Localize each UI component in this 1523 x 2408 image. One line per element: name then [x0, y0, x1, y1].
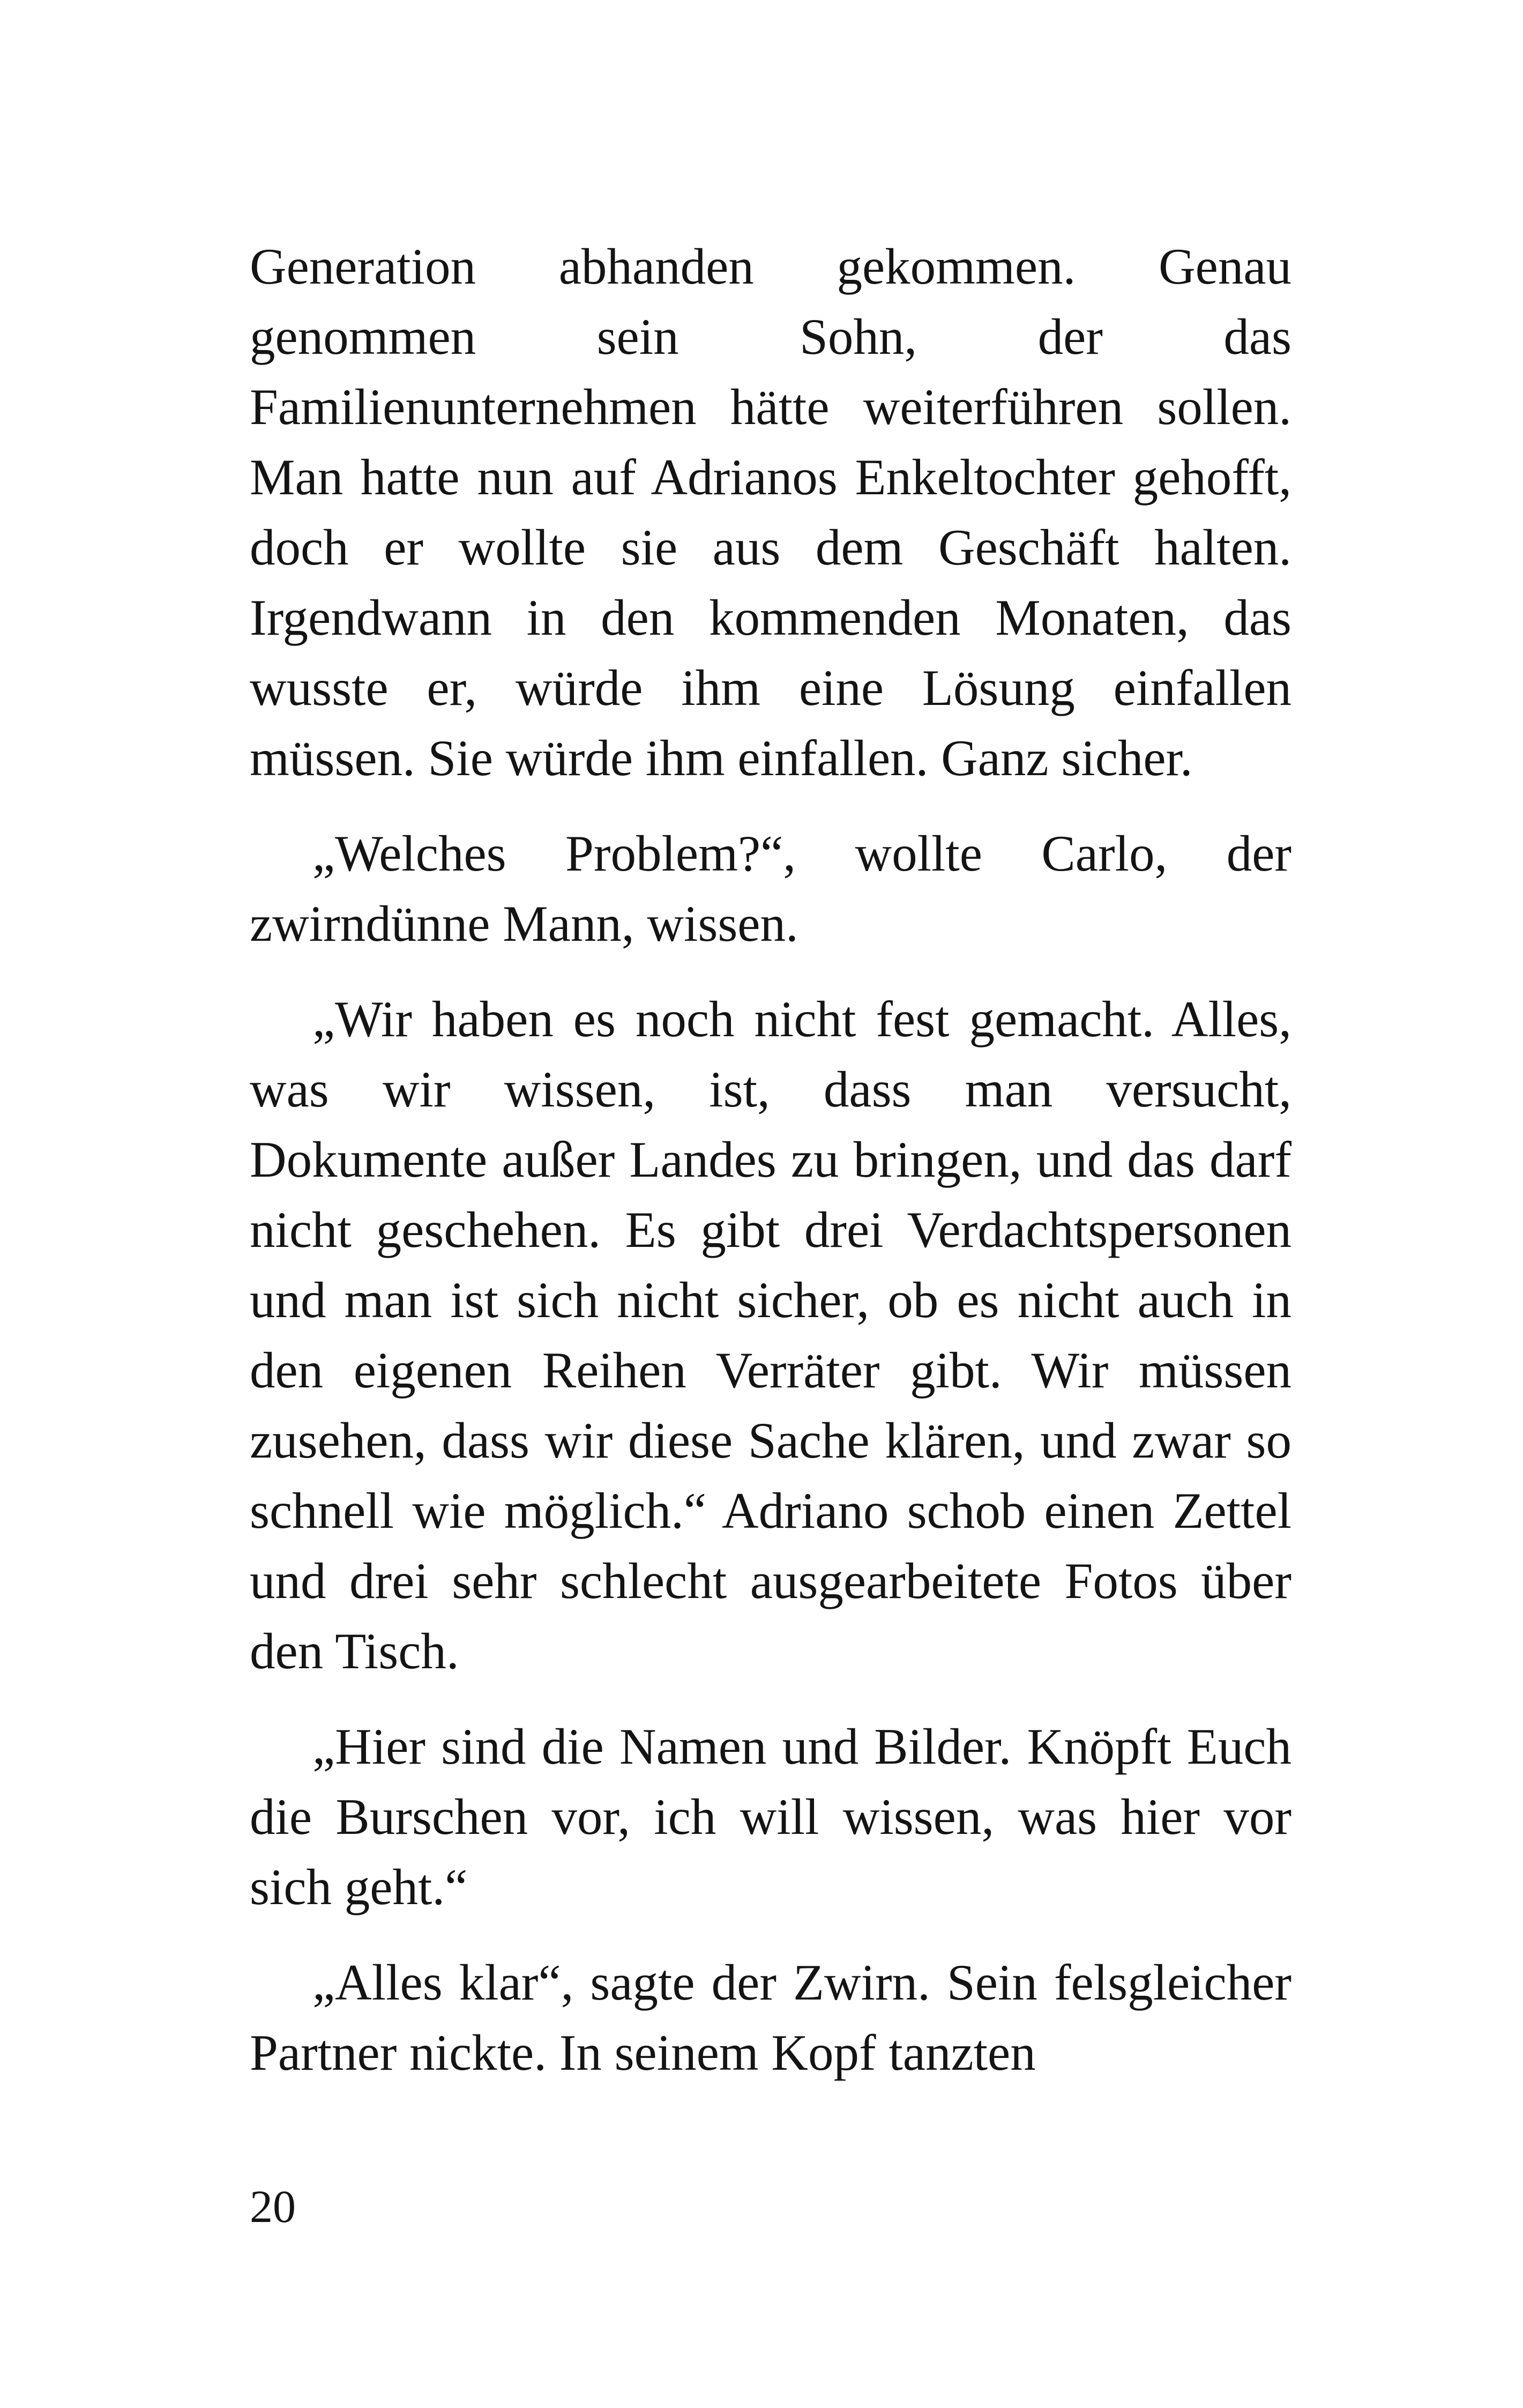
paragraph-4: „Hier sind die Namen und Bilder. Knöpft Euch die Burschen vor, ich will wissen, was hier vor sich geht.“: [250, 1718, 1291, 1915]
body-text: [250, 232, 1291, 2113]
paragraph-5: „Alles klar“, sagte der Zwirn. Sein felsgleicher Partner nickte. In seinem Kopf tanzten: [250, 1954, 1291, 2081]
page-number: 20: [250, 2181, 296, 2232]
paragraph-3: „Wir haben es noch nicht fest gemacht. Alles, was wir wissen, ist, dass man versucht, Dokumente außer Landes zu bringen, und das darf nicht geschehen. Es gibt drei Verdachtspersonen und man ist sich nicht sicher, ob es nicht auch in den eigenen Reihen Verräter gibt. Wir müssen zusehen, dass wir diese Sache klären, und zwar so schnell wie möglich.“ Adriano schob einen Zettel und drei sehr schlecht ausgearbeitete Fotos über den Tisch.: [250, 991, 1291, 1679]
paragraph-1: Generation abhanden gekommen. Genau genommen sein Sohn, der das Familienunternehmen hätte weiterführen sollen. Man hatte nun auf Adrianos Enkeltochter gehofft, doch er wollte sie aus dem Geschäft halten. Irgendwann in den kommenden Monaten, das wusste er, würde ihm eine Lösung einfallen müssen. Sie würde ihm einfallen. Ganz sicher.: [250, 238, 1291, 786]
paragraph-2: „Welches Problem?“, wollte Carlo, der zwirndünne Mann, wissen.: [250, 825, 1291, 952]
